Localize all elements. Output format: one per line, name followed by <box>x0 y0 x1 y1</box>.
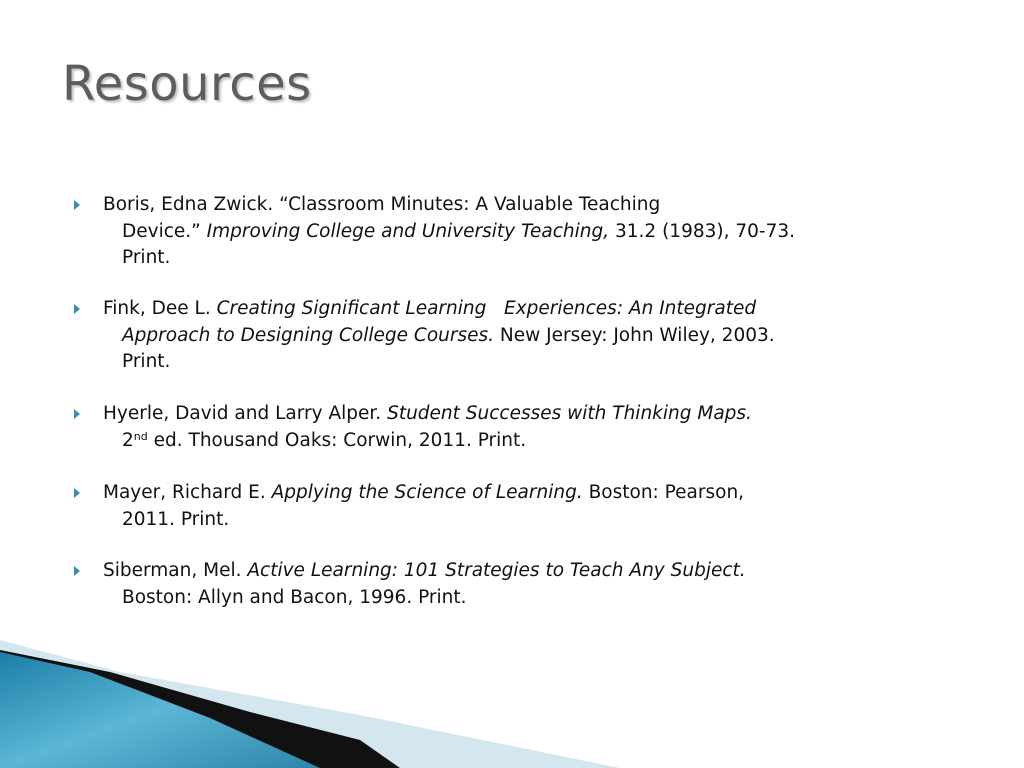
reference-title: Applying the Science of Learning. <box>271 482 583 503</box>
reference-publisher: Boston: Pearson, <box>588 482 745 503</box>
reference-details: 31.2 (1983), 70-73. <box>615 220 796 242</box>
reference-medium: Print. <box>122 247 171 268</box>
reference-title: “Classroom Minutes: A Valuable Teaching <box>279 194 661 215</box>
reference-edition: 2 <box>122 429 134 451</box>
reference-title-cont: Approach to Designing College Courses. <box>122 324 495 346</box>
reference-details: 2011. Print. <box>122 508 230 530</box>
reference-title: Creating Significant Learning Experiences: An Integrated <box>216 298 757 319</box>
reference-edition-suffix: nd <box>133 429 148 443</box>
reference-author: Boris, Edna Zwick. <box>103 194 274 215</box>
reference-title-end: Device.” <box>122 220 201 242</box>
reference-details: Boston: Allyn and Bacon, 1996. Print. <box>122 586 467 608</box>
reference-medium: Print. <box>122 351 171 372</box>
reference-author: Siberman, Mel. <box>103 560 242 581</box>
reference-journal: Improving College and University Teaching, <box>206 220 610 242</box>
slide-title: Resources <box>62 56 312 112</box>
reference-author: Fink, Dee L. <box>103 298 211 319</box>
reference-title: Active Learning: 101 Strategies to Teach Any Subject. <box>247 560 746 581</box>
reference-author: Mayer, Richard E. <box>103 482 266 503</box>
reference-details: ed. Thousand Oaks: Corwin, 2011. Print. <box>153 429 527 451</box>
reference-title: Student Successes with Thinking Maps. <box>387 403 752 424</box>
reference-author: Hyerle, David and Larry Alper. <box>103 403 382 424</box>
reference-details: New Jersey: John Wiley, 2003. <box>499 324 775 346</box>
